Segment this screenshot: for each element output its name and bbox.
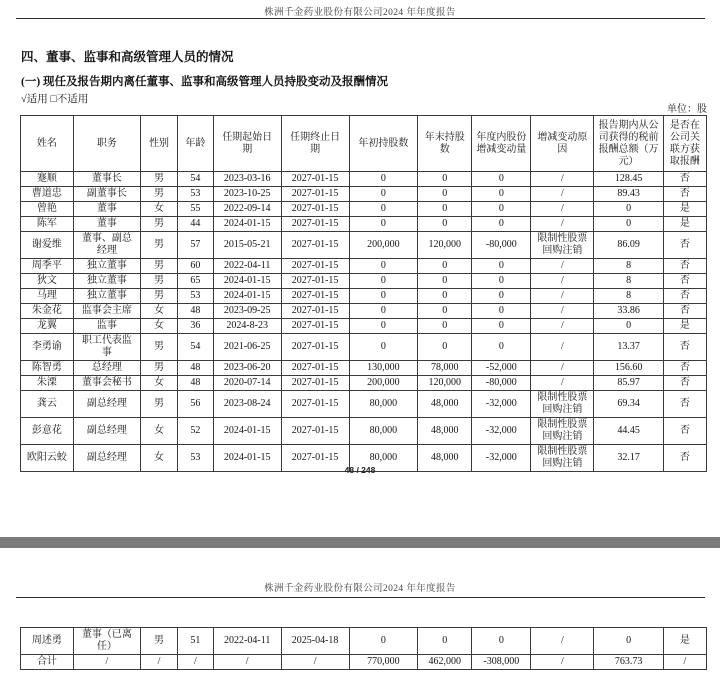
- table-cell: 2022-04-11: [213, 628, 281, 655]
- table-row: [21, 172, 707, 187]
- table-cell: 2024-01-15: [213, 217, 281, 232]
- table-cell: 2027-01-15: [281, 376, 349, 391]
- personnel-table-continued: [20, 627, 707, 670]
- table-cell: 0: [594, 319, 663, 334]
- table-cell: 女: [141, 445, 178, 472]
- table-cell: /: [531, 289, 594, 304]
- table-cell: 副董事长: [73, 187, 140, 202]
- table-cell: 54: [178, 172, 214, 187]
- column-header: 任期终止日期: [281, 116, 349, 172]
- table-cell: 2024-01-15: [213, 274, 281, 289]
- table-cell: 蹇顺: [21, 172, 74, 187]
- table-cell: 男: [141, 391, 178, 418]
- section-title: 四、董事、监事和高级管理人员的情况: [21, 50, 234, 64]
- table-cell: 男: [141, 289, 178, 304]
- table-cell: 2015-05-21: [213, 232, 281, 259]
- table-cell: 55: [178, 202, 214, 217]
- table-cell: 龙翼: [21, 319, 74, 334]
- table-cell: 0: [418, 319, 472, 334]
- table-cell: 80,000: [349, 418, 418, 445]
- table-cell: /: [213, 655, 281, 670]
- table-cell: 0: [594, 628, 663, 655]
- table-cell: 2027-01-15: [281, 334, 349, 361]
- unit-label: 单位：股: [667, 104, 707, 115]
- table-cell: 0: [472, 259, 531, 274]
- table-cell: 8: [594, 274, 663, 289]
- table-cell: 0: [472, 217, 531, 232]
- table-cell: 65: [178, 274, 214, 289]
- table-cell: 0: [472, 202, 531, 217]
- table-cell: 朱金花: [21, 304, 74, 319]
- table-cell: 男: [141, 217, 178, 232]
- table-cell: 36: [178, 319, 214, 334]
- table-cell: 0: [349, 628, 418, 655]
- table-cell: -32,000: [472, 418, 531, 445]
- table-cell: 总经理: [73, 361, 140, 376]
- column-header: 任期起始日期: [213, 116, 281, 172]
- table-cell: 否: [663, 172, 706, 187]
- table-cell: 2023-09-25: [213, 304, 281, 319]
- table-cell: 2023-10-25: [213, 187, 281, 202]
- header-divider: [16, 597, 705, 598]
- table-cell: 是: [663, 628, 706, 655]
- table-cell: 女: [141, 376, 178, 391]
- table-cell: /: [73, 655, 140, 670]
- table-row: [21, 418, 707, 445]
- table-cell: 200,000: [349, 232, 418, 259]
- table-cell: 2027-01-15: [281, 319, 349, 334]
- table-cell: 48: [178, 304, 214, 319]
- table-cell: 周季平: [21, 259, 74, 274]
- table-cell: 女: [141, 319, 178, 334]
- table-cell: 监事会主席: [73, 304, 140, 319]
- column-header: 性别: [141, 116, 178, 172]
- table-cell: /: [531, 274, 594, 289]
- table-cell: 限制性股票回购注销: [531, 418, 594, 445]
- table-cell: 8: [594, 289, 663, 304]
- table-cell: 2024-8-23: [213, 319, 281, 334]
- table-cell: 否: [663, 391, 706, 418]
- table-cell: 89.43: [594, 187, 663, 202]
- table-cell: 0: [349, 319, 418, 334]
- table-cell: /: [531, 319, 594, 334]
- table-cell: 2022-04-11: [213, 259, 281, 274]
- table-cell: 0: [472, 187, 531, 202]
- table-cell: /: [141, 655, 178, 670]
- table-cell: 副总经理: [73, 445, 140, 472]
- table-row: [21, 391, 707, 418]
- table-cell: 2024-01-15: [213, 289, 281, 304]
- table-cell: 彭意花: [21, 418, 74, 445]
- table-cell: 53: [178, 187, 214, 202]
- subsection-title: (一) 现任及报告期内离任董事、监事和高级管理人员持股变动及报酬情况: [21, 76, 389, 88]
- table-cell: 否: [663, 187, 706, 202]
- table-cell: 52: [178, 418, 214, 445]
- table-cell: 0: [418, 259, 472, 274]
- table-cell: 0: [349, 217, 418, 232]
- table-cell: 156.60: [594, 361, 663, 376]
- table-cell: /: [531, 376, 594, 391]
- table-cell: 2027-01-15: [281, 361, 349, 376]
- table-cell: 51: [178, 628, 214, 655]
- table-cell: 33.86: [594, 304, 663, 319]
- table-cell: 副总经理: [73, 418, 140, 445]
- table-cell: 0: [349, 187, 418, 202]
- table-cell: 欧阳云蛟: [21, 445, 74, 472]
- table-cell: 李勇谕: [21, 334, 74, 361]
- table-cell: 86.09: [594, 232, 663, 259]
- table-cell: 0: [418, 202, 472, 217]
- table-cell: 是: [663, 202, 706, 217]
- table-cell: 32.17: [594, 445, 663, 472]
- column-header: 增减变动原因: [531, 116, 594, 172]
- table-cell: 0: [472, 304, 531, 319]
- table-cell: 2024-01-15: [213, 418, 281, 445]
- table-cell: 朱溧: [21, 376, 74, 391]
- table-cell: 男: [141, 361, 178, 376]
- column-header: 姓名: [21, 116, 74, 172]
- table-cell: 128.45: [594, 172, 663, 187]
- table-row: [21, 202, 707, 217]
- table-cell: 53: [178, 289, 214, 304]
- table-cell: 限制性股票回购注销: [531, 445, 594, 472]
- table-row: [21, 304, 707, 319]
- table-row: [21, 259, 707, 274]
- table-row: [21, 187, 707, 202]
- table-cell: 0: [418, 172, 472, 187]
- table-cell: /: [531, 655, 594, 670]
- table-cell: 2027-01-15: [281, 172, 349, 187]
- page-separator: [0, 537, 720, 548]
- table-cell: 48: [178, 376, 214, 391]
- report-page-49: [0, 548, 720, 696]
- table-cell: 男: [141, 334, 178, 361]
- table-cell: 曾艳: [21, 202, 74, 217]
- table-cell: 200,000: [349, 376, 418, 391]
- table-cell: 女: [141, 304, 178, 319]
- table-row: [21, 655, 707, 670]
- table-cell: 2022-09-14: [213, 202, 281, 217]
- table-cell: 462,000: [418, 655, 472, 670]
- table-cell: 0: [418, 217, 472, 232]
- table-cell: 独立董事: [73, 289, 140, 304]
- table-cell: 限制性股票回购注销: [531, 232, 594, 259]
- page-number: 48 / 248: [344, 465, 376, 475]
- table-cell: 2027-01-15: [281, 187, 349, 202]
- table-cell: /: [531, 334, 594, 361]
- table-cell: 限制性股票回购注销: [531, 391, 594, 418]
- table-cell: 2023-08-24: [213, 391, 281, 418]
- table-cell: 否: [663, 232, 706, 259]
- table-cell: 80,000: [349, 445, 418, 472]
- table-cell: 董事、副总经理: [73, 232, 140, 259]
- table-cell: 男: [141, 172, 178, 187]
- table-cell: 2027-01-15: [281, 202, 349, 217]
- table-row: [21, 274, 707, 289]
- table-cell: /: [531, 187, 594, 202]
- table-cell: 否: [663, 334, 706, 361]
- table-row: [21, 289, 707, 304]
- table-cell: 否: [663, 418, 706, 445]
- table-cell: 53: [178, 445, 214, 472]
- table-cell: 13.37: [594, 334, 663, 361]
- table-cell: 男: [141, 274, 178, 289]
- table-cell: 69.34: [594, 391, 663, 418]
- table-cell: 0: [349, 202, 418, 217]
- table-cell: 董事: [73, 202, 140, 217]
- table-cell: 2021-06-25: [213, 334, 281, 361]
- table-cell: /: [531, 628, 594, 655]
- table-cell: -308,000: [472, 655, 531, 670]
- table-cell: 2023-06-20: [213, 361, 281, 376]
- running-header: [0, 4, 720, 18]
- table-cell: 8: [594, 259, 663, 274]
- table-cell: 周述勇: [21, 628, 74, 655]
- table-cell: 董事会秘书: [73, 376, 140, 391]
- table-row: [21, 232, 707, 259]
- table-cell: 2023-03-16: [213, 172, 281, 187]
- table-cell: 马理: [21, 289, 74, 304]
- table-cell: 0: [418, 628, 472, 655]
- table-cell: 2024-01-15: [213, 445, 281, 472]
- table-cell: 是: [663, 319, 706, 334]
- table-cell: 120,000: [418, 232, 472, 259]
- table-cell: 狄文: [21, 274, 74, 289]
- table-cell: 48,000: [418, 418, 472, 445]
- table-cell: 0: [349, 274, 418, 289]
- table-cell: 0: [418, 187, 472, 202]
- column-header: 是否在公司关联方获取报酬: [663, 116, 706, 172]
- table-cell: /: [531, 304, 594, 319]
- table-cell: 职工代表监事: [73, 334, 140, 361]
- table-row: [21, 376, 707, 391]
- table-cell: /: [178, 655, 214, 670]
- table-row: [21, 334, 707, 361]
- table-cell: 否: [663, 259, 706, 274]
- table-cell: 44: [178, 217, 214, 232]
- table-cell: 2027-01-15: [281, 217, 349, 232]
- column-header: 年度内股份增减变动量: [472, 116, 531, 172]
- table-cell: 女: [141, 202, 178, 217]
- table-cell: -80,000: [472, 376, 531, 391]
- table-cell: 女: [141, 418, 178, 445]
- table-cell: 独立董事: [73, 274, 140, 289]
- table-cell: 否: [663, 304, 706, 319]
- table-cell: 2027-01-15: [281, 445, 349, 472]
- table-cell: 否: [663, 376, 706, 391]
- table-cell: 48,000: [418, 445, 472, 472]
- table-cell: 0: [349, 259, 418, 274]
- table-cell: 0: [418, 334, 472, 361]
- table-cell: 48: [178, 361, 214, 376]
- column-header: 年龄: [178, 116, 214, 172]
- table-cell: 0: [472, 334, 531, 361]
- table-cell: 763.73: [594, 655, 663, 670]
- table-cell: 0: [472, 628, 531, 655]
- column-header: 报告期内从公司获得的税前报酬总额（万元）: [594, 116, 663, 172]
- table-cell: 2020-07-14: [213, 376, 281, 391]
- table-cell: 陈智勇: [21, 361, 74, 376]
- table-cell: -32,000: [472, 445, 531, 472]
- table-cell: 0: [349, 304, 418, 319]
- report-title: 株洲千金药业股份有限公司2024 年年度报告: [264, 8, 456, 18]
- table-cell: 0: [349, 172, 418, 187]
- table-cell: /: [663, 655, 706, 670]
- table-cell: 谢爱维: [21, 232, 74, 259]
- table-cell: 2027-01-15: [281, 304, 349, 319]
- table-cell: 2027-01-15: [281, 391, 349, 418]
- table-cell: 57: [178, 232, 214, 259]
- table-cell: 0: [472, 274, 531, 289]
- table-cell: 监事: [73, 319, 140, 334]
- table-cell: 85.97: [594, 376, 663, 391]
- table-cell: 否: [663, 289, 706, 304]
- table-cell: 否: [663, 445, 706, 472]
- table-cell: 2025-04-18: [281, 628, 349, 655]
- table-cell: 是: [663, 217, 706, 232]
- table-cell: 60: [178, 259, 214, 274]
- table-cell: 0: [349, 334, 418, 361]
- table-cell: 0: [418, 274, 472, 289]
- table-cell: 男: [141, 259, 178, 274]
- table-cell: 80,000: [349, 391, 418, 418]
- table-row: [21, 361, 707, 376]
- table-cell: /: [281, 655, 349, 670]
- table-cell: /: [531, 172, 594, 187]
- table-cell: 120,000: [418, 376, 472, 391]
- column-header: 年末持股数: [418, 116, 472, 172]
- table-cell: 0: [349, 289, 418, 304]
- table-cell: 130,000: [349, 361, 418, 376]
- table-cell: 副总经理: [73, 391, 140, 418]
- table-cell: 2027-01-15: [281, 259, 349, 274]
- table-cell: /: [531, 259, 594, 274]
- table-cell: 54: [178, 334, 214, 361]
- table-cell: 陈军: [21, 217, 74, 232]
- table-cell: 0: [472, 319, 531, 334]
- table-cell: 0: [472, 289, 531, 304]
- table-cell: 2027-01-15: [281, 289, 349, 304]
- table-cell: 否: [663, 274, 706, 289]
- table-cell: 2027-01-15: [281, 418, 349, 445]
- table-cell: 男: [141, 628, 178, 655]
- table-cell: /: [531, 202, 594, 217]
- table-cell: -80,000: [472, 232, 531, 259]
- table-cell: 44.45: [594, 418, 663, 445]
- table-cell: 0: [594, 202, 663, 217]
- table-cell: /: [531, 217, 594, 232]
- table-cell: 男: [141, 187, 178, 202]
- personnel-table: [20, 115, 707, 472]
- table-cell: 2027-01-15: [281, 232, 349, 259]
- table-cell: 否: [663, 361, 706, 376]
- table-row: [21, 217, 707, 232]
- table-row: [21, 628, 707, 655]
- table-row: [21, 319, 707, 334]
- column-header: 职务: [73, 116, 140, 172]
- applicability-note: √适用 □不适用: [21, 94, 89, 105]
- report-title: 株洲千金药业股份有限公司2024 年年度报告: [264, 584, 456, 594]
- table-cell: 0: [594, 217, 663, 232]
- table-cell: 董事长: [73, 172, 140, 187]
- table-header-row: [21, 116, 707, 172]
- table-cell: -52,000: [472, 361, 531, 376]
- table-cell: 0: [472, 172, 531, 187]
- column-header: 年初持股数: [349, 116, 418, 172]
- running-header: [0, 580, 720, 594]
- table-cell: 56: [178, 391, 214, 418]
- table-cell: 龚云: [21, 391, 74, 418]
- table-cell: 0: [418, 289, 472, 304]
- table-cell: 曹道忠: [21, 187, 74, 202]
- table-cell: 合计: [21, 655, 74, 670]
- table-cell: 0: [418, 304, 472, 319]
- table-cell: 78,000: [418, 361, 472, 376]
- table-cell: 770,000: [349, 655, 418, 670]
- table-cell: -32,000: [472, 391, 531, 418]
- table-cell: 董事: [73, 217, 140, 232]
- table-cell: /: [531, 361, 594, 376]
- table-cell: 2027-01-15: [281, 274, 349, 289]
- table-cell: 独立董事: [73, 259, 140, 274]
- header-divider: [16, 18, 705, 19]
- table-cell: 董事（已离任）: [73, 628, 140, 655]
- table-cell: 48,000: [418, 391, 472, 418]
- table-cell: 男: [141, 232, 178, 259]
